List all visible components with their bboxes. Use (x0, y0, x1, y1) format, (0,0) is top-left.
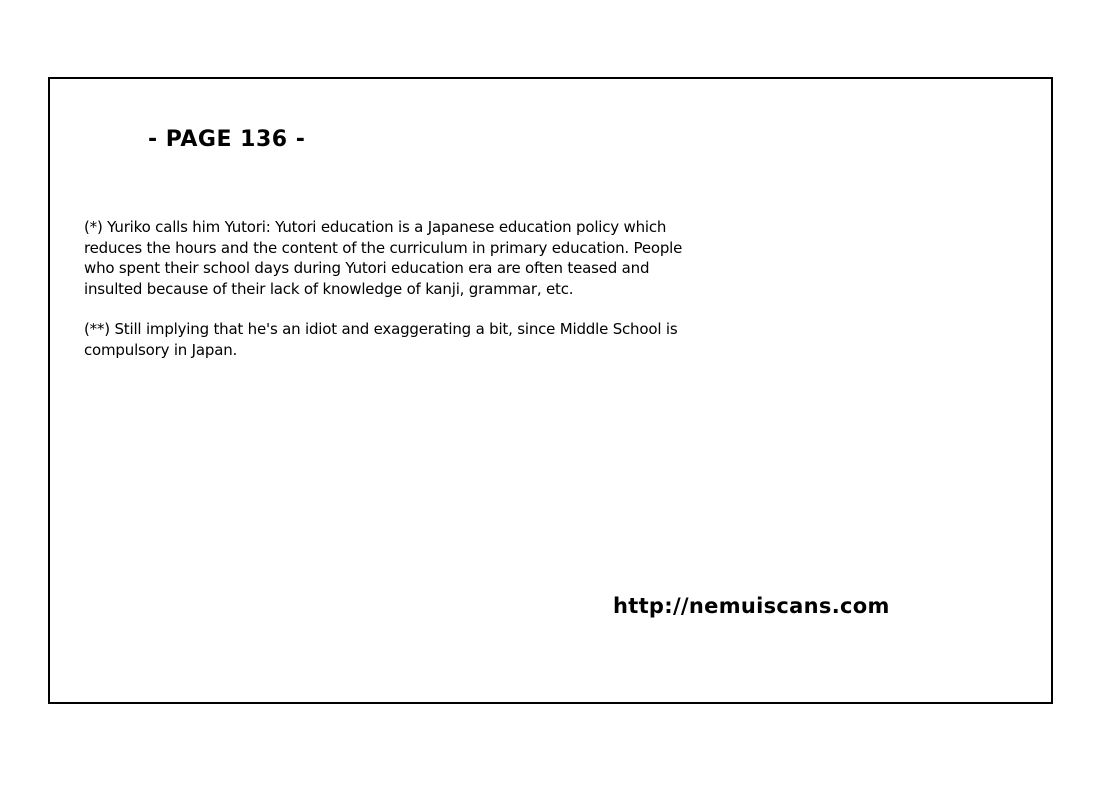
translator-notes (84, 217, 684, 380)
page-title: - PAGE 136 - (148, 127, 306, 152)
note-middle-school: (**) Still implying that he's an idiot and exaggerating a bit, since Middle School is compulsory in Japan. (84, 320, 678, 359)
site-url: http://nemuiscans.com (613, 594, 890, 618)
note-yutori: (*) Yuriko calls him Yutori: Yutori education is a Japanese education policy which reduces the hours and the content of the curriculum in primary education. People who spent their school days during Yutori education era are often teased and insulted because of their lack of knowledge of kanji, grammar, etc. (84, 218, 683, 298)
page-frame (48, 77, 1053, 704)
